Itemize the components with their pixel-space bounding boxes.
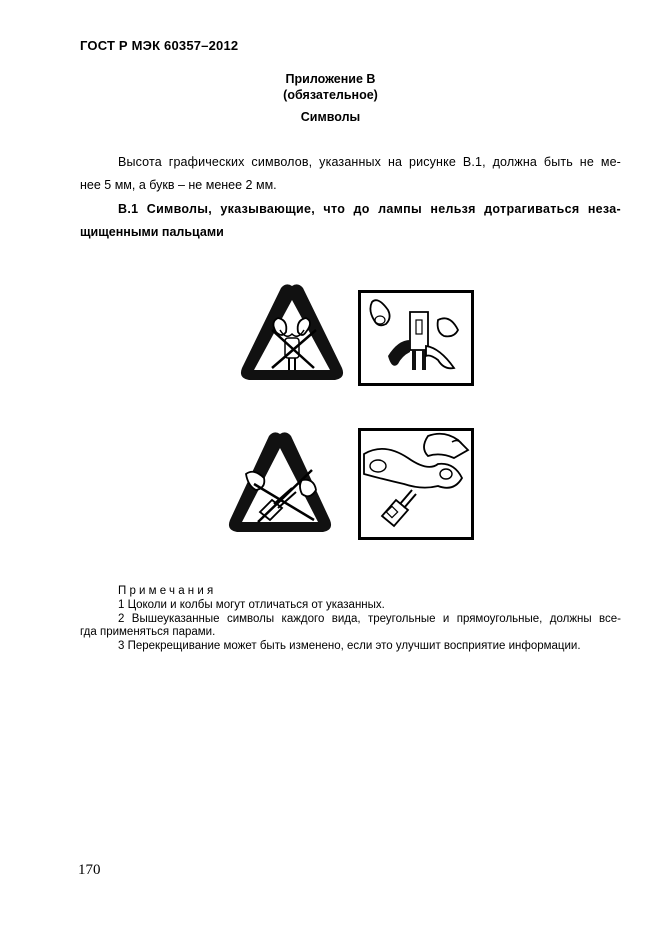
- page-number: 170: [78, 862, 101, 878]
- section-heading: [80, 198, 621, 244]
- document-header: ГОСТ Р МЭК 60357–2012: [80, 38, 239, 53]
- notes-title: Примечания: [118, 585, 217, 597]
- intro-line-1: Высота графических символов, указанных на рисунке В.1, должна быть не ме-: [118, 155, 621, 169]
- symbol-triangle-lamp-icon: [236, 278, 348, 388]
- intro-line-2: нее 5 мм, а букв – не менее 2 мм.: [80, 178, 277, 192]
- section-line-2: щищенными пальцами: [80, 225, 224, 239]
- note-2-line-1: 2 Вышеуказанные символы каждого вида, треугольные и прямоугольные, должны все-: [118, 612, 621, 625]
- section-line-1: В.1 Символы, указывающие, что до лампы нельзя дотрагиваться неза-: [118, 202, 621, 216]
- symbol-triangle-lamp-side-icon: [224, 428, 336, 540]
- note-3: 3 Перекрещивание может быть изменено, если это улучшит восприятие информации.: [118, 639, 581, 652]
- note-2-line-2: гда применяться парами.: [80, 626, 216, 638]
- symbol-square-lamp-icon: [358, 290, 474, 386]
- symbol-square-fingers-icon: [358, 428, 474, 540]
- notes-block: [80, 599, 621, 653]
- appendix-heading: Символы: [300, 110, 361, 124]
- appendix-status: (обязательное): [283, 88, 378, 102]
- appendix-title: Приложение В: [285, 72, 376, 86]
- intro-paragraph: [80, 151, 621, 197]
- note-1: 1 Цоколи и колбы могут отличаться от указанных.: [118, 599, 385, 611]
